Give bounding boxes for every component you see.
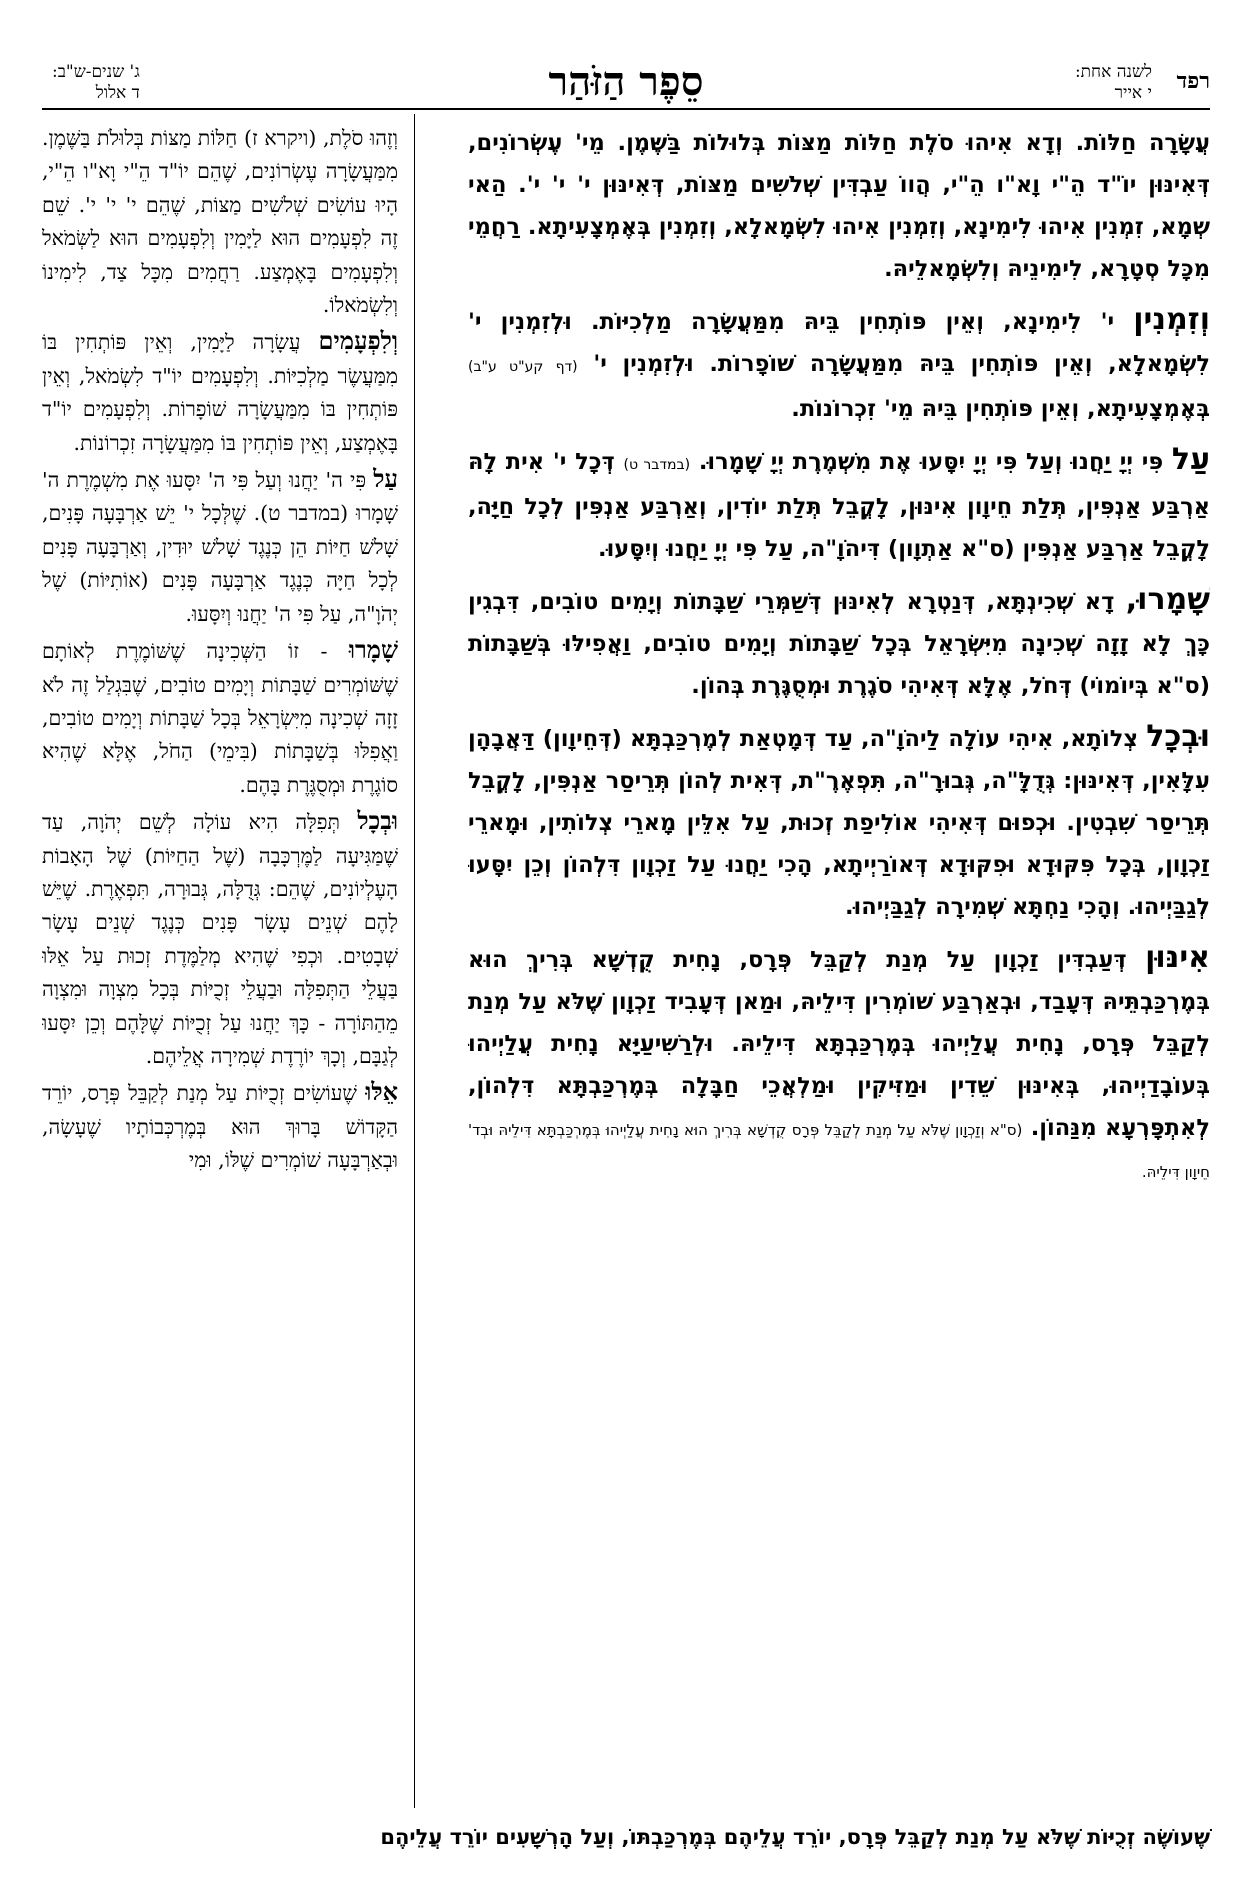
side-paragraph-2	[42, 324, 398, 460]
side-s3-text: פִּי ה' יַחֲנוּ וְעַל פִּי ה' יִסָּעוּ אֶת מִשְׁמֶרֶת ה' שָׁמָרוּ (במדבר ט). שֶׁלְּכָל י' יֵשׁ אַרְבָּעָה פָּנִים, שָׁלשׁ חַיּוֹת הֵן כְּנֶגֶד שָׁלשׁ יוּדִין, וְאַרְבָּעָה פָּנִים לְכָל חַיָּה כְּנֶגֶד אַרְבָּעָה פָּנִים (אוֹתִיּוֹת) שֶׁל יְהֹוָ"ה, עַל פִּי ה' יַחֲנוּ וְיִסָּעוּ.	[42, 468, 398, 626]
main-paragraph-5	[468, 716, 1210, 928]
side-paragraph-6	[42, 1075, 398, 1177]
column-divider	[414, 114, 415, 1808]
page-header	[42, 58, 1210, 108]
main-column	[468, 122, 1210, 1807]
side-s4-text: - זוֹ הַשְּׁכִינָה שֶׁשּׁוֹמֶרֶת לְאוֹתָם שֶׁשּׁוֹמְרִים שַׁבָּתוֹת וְיָמִים טוֹבִים, שֶׁבִּגְלַל זֶה לֹא זָזָה שְׁכִינָה מִיִּשְׂרָאֵל בְּכָל שַׁבָּתוֹת וְיָמִים טוֹבִים, וַאֲפִלּוּ בְּשַׁבָּתוֹת (בִּימֵי) הַחֹל, אֶלָּא שֶׁהִיא סוֹגֶרֶת וּמְסֻגֶּרֶת בָּהֶם.	[42, 639, 398, 797]
main-p3-text: פִּי יְיָ יַחֲנוּ וְעַל פִּי יְיָ יִסָּעוּ אֶת מִשְׁמֶרֶת יְיָ שָׁמָרוּ.	[698, 449, 1172, 475]
header-left-info	[52, 62, 140, 104]
main-p6-note: (ס"א וְזַכְוָון שֶׁלֹּא עַל מְנַת לְקַבֵּל פְּרָס קֻדְשָׁא בְּרִיךְ הוּא נָחִית עֲלַיְיהוּ בְּמֶרְכַּבְתָּא דִּילֵיהּ וּבְד' חֵיוָון דִּילֵיהּ.	[468, 1121, 1210, 1181]
page	[42, 58, 1210, 1868]
header-left-line1: ג' שנים-ש"ב:	[52, 62, 140, 82]
main-p3-lead: עַל	[1171, 442, 1210, 477]
page-title: סֵפֶר הַזֹּהַר	[548, 58, 704, 105]
main-paragraph-1	[468, 122, 1210, 290]
side-s2-lead: וְלִפְעָמִים	[318, 326, 398, 356]
main-p2-end: בְּאֶמְצָעִיתָא, וְאֵין פּוֹתְחִין בֵּיהּ מֵי' זִכְרוֹנוֹת.	[791, 396, 1210, 422]
page-number: רפד	[1176, 68, 1210, 94]
main-p4-text: דָא שְׁכִינְתָּא, דְּנַטְרָא לְאִינּוּן דְּשַׁמְּרֵי שַׁבָּתוֹת וְיָמִים טוֹבִים, דִּבְגִין כָּךְ לָא זָזָה שְׁכִינָה מִיִּשְׂרָאֵל בְּכָל שַׁבָּתוֹת וְיָמִים טוֹבִים, וַאֲפִילּוּ בְּשַׁבָּתוֹת (ס"א בְּיוֹמוֹי) דְּחֹל, אֶלָּא דְּאִיהִי סֹגֶרֶת וּמְסֻגֶּרֶת בְּהוֹן.	[468, 589, 1210, 699]
main-p5-lead: וּבְכָל	[1146, 719, 1210, 754]
main-paragraph-3	[468, 439, 1210, 570]
main-paragraph-2	[468, 299, 1210, 430]
side-s3-lead: עַל	[373, 464, 398, 494]
translation-column	[42, 122, 398, 1807]
side-paragraph-4	[42, 633, 398, 802]
side-paragraph-3	[42, 462, 398, 631]
side-s6-text: שֶׁעוֹשִׂים זְכֻיּוֹת עַל מְנַת לְקַבֵּל פְּרָס, יוֹרֵד הַקָּדוֹשׁ בָּרוּךְ הוּא בְּמֶרְכְּבוֹתָיו שֶׁעָשָׂה, וּבְאַרְבָּעָה שׁוֹמְרִים שֶׁלּוֹ, וּמִי	[42, 1081, 398, 1173]
header-divider	[42, 108, 1210, 110]
main-paragraph-6	[468, 937, 1210, 1191]
side-paragraph-1	[42, 122, 398, 322]
header-left-line2: ד אלול	[95, 83, 140, 103]
side-s5-text: תְּפִלָּה הִיא עוֹלָה לְשֵׁם יְהֹוָה, עַד שֶׁמַּגִּיעָה לַמֶּרְכָּבָה (שֶׁל הַחַיּוֹת) שֶׁל הָאָבוֹת הָעֶלְיוֹנִים, שֶׁהֵם: גְּדֻלָּה, גְּבוּרָה, תִּפְאֶרֶת. שֶׁיֵּשׁ לָהֶם שְׁנֵים עָשָׂר פָּנִים כְּנֶגֶד שְׁנֵים עָשָׂר שְׁבָטִים. וּכְפִי שֶׁהִיא מְלַמֶּדֶת זְכוּת עַל אֵלּוּ בַּעֲלֵי הַתְּפִלָּה וּבַעֲלֵי זְכֻיּוֹת בְּכָל מִצְוָה וּמִצְוָה מֵהַתּוֹרָה - כָּךְ יַחֲנוּ עַל זְכֻיּוֹת שֶׁלָּהֶם וְכֵן יִסָּעוּ לְגַבָּם, וְכָךְ יוֹרֶדֶת שְׁמִירָה אֲלֵיהֶם.	[42, 810, 398, 1068]
header-right-line1: לשנה אחת:	[1074, 62, 1152, 82]
main-p5-text: צְלוֹתָא, אִיהִי עוֹלָה לַיהֹוָ"ה, עַד דְּמָטְאַת לְמֶרְכַּבְתָּא (דְּחֵיוָון) דַּאֲבָהָן עִלָּאִין, דְּאִינּוּן: גְּדֻלָּ"ה, גְּבוּרָ"ה, תִּפְאֶרֶ"ת, דְּאִית לְהוֹן תְּרֵיסַר אַנְפִּין, לָקֳבֵל תְּרֵיסַר שִׁבְטִין. וּכְפוּם דְּאִיהִי אוֹלִיפַת זְכוּת, עַל אִלֵּין מָארֵי צְלוֹתִין, וּמָארֵי זַכְוָון, בְּכָל פִּקּוּדָא וּפִקּוּדָא דְּאוֹרַיְיתָא, הָכִי יַחֲנוּ עַל זַכְוָון דִּלְהוֹן וְכֵן יִסָּעוּ לְגַבַּיְיהוּ. וְהָכִי נַחְתָּא שְׁמִירָה לְגַבַּיְיהוּ.	[468, 726, 1210, 920]
main-p6-text: דְּעַבְדִּין זַכְוָון עַל מְנַת לְקַבֵּל פְּרָס, נָחִית קֻדְשָׁא בְּרִיךְ הוּא בְּמֶרְכַּבְתֵּיהּ דְּעָבַד, וּבְאַרְבַּע שׁוֹמְרִין דִּילֵיהּ, וּמַאן דְּעָבִיד זַכְוָון שֶׁלֹּא עַל מְנַת לְקַבֵּל פְּרָס, נָחִית עֲלַיְיהוּ בְּמֶרְכַּבְתָּא דִּילֵיהּ. וּלְרַשִׁיעַיָּא נָחִית עֲלַיְיהוּ בְּעוֹבָדַיְיהוּ, בְּאִינּוּן שֵׁדִין וּמַזִּיקִין וּמַלְאֲכֵי חַבָּלָה בְּמֶרְכַּבְתָּא דִּלְהוֹן, לְאִתְפָּרְעָא מִנַּהוֹן.	[468, 947, 1210, 1141]
main-p4-lead: שָׁמָרוּ,	[1125, 582, 1210, 617]
main-p6-lead: אִינּוּן	[1145, 940, 1210, 975]
side-s1-text: וְזֶהוּ סֹלֶת, (ויקרא ז) חַלּוֹת מַצּוֹת בְּלוּלֹת בַּשֶּׁמֶן. מִמַּעֲשָׂרָה עֶשְׂרוֹנִים, שֶׁהֵם יוֹ"ד הֵ"י וָא"ו הֵ"י, הָיוּ עוֹשִׂים שְׁלשִׁים מַצּוֹת, שֶׁהֵם י' י' י'. שֵׁם זֶה לִפְעָמִים הוּא לַיָּמִין וְלִפְעָמִים הוּא לַשְּׂמֹאל וְלִפְעָמִים בָּאֶמְצַע. רַחֲמִים מִכָּל צַד, לִימִינוֹ וְלִשְׂמֹאלוֹ.	[42, 126, 398, 318]
main-paragraph-4	[468, 579, 1210, 707]
main-p2-ref: (דף קע"ט ע"ב)	[468, 359, 578, 375]
side-s6-lead: אֵלּוּ	[365, 1077, 398, 1107]
main-p2-lead: וְזִמְנִין	[1133, 302, 1210, 337]
main-p3-ref: (במדבר ט)	[623, 457, 691, 473]
side-s5-lead: וּבְכָל	[357, 806, 398, 836]
main-p1-text: עֲשָׂרָה חַלּוֹת. וְדָא אִיהוּ סֹלֶת חַלּוֹת מַצּוֹת בְּלוּלוֹת בַּשֶּׁמֶן. מֵי' עֶשְׂרוֹנִים, דְּאִינּוּן יוֹ"ד הֵ"י וָא"ו הֵ"י, הֲווֹ עַבְדִּין שְׁלשִׁים מַצּוֹת, דְּאִינּוּן י' י' י'. הַאי שְׁמָא, זִמְנִין אִיהוּ לִימִינָא, וְזִמְנִין אִיהוּ לִשְׂמָאלָא, וְזִמְנִין בְּאֶמְצָעִיתָא. רַחֲמֵי מִכָּל סְטָרָא, לִימִינֵיהּ וְלִשְׂמָאלֵיהּ.	[468, 130, 1210, 282]
main-p2-text: י' לִימִינָא, וְאֵין פּוֹתְחִין בֵּיהּ מִמַּעֲשָׂרָה מַלְכִיּוֹת. וּלְזִמְנִין י' לִשְׂמָאלָא, וְאֵין פּוֹתְחִין בֵּיהּ מִמַּעֲשָׂרָה שׁוֹפָרוֹת. וּלְזִמְנִין י'	[468, 309, 1210, 377]
side-s2-text: עֲשָׂרָה לַיָּמִין, וְאֵין פּוֹתְחִין בּוֹ מִמַּעֲשֶׂר מַלְכִיּוֹת. וְלִפְעָמִים יוֹ"ד לִשְׂמֹאל, וְאֵין פּוֹתְחִין בּוֹ מִמַּעֲשָׂרָה שׁוֹפָרוֹת. וְלִפְעָמִים יוֹ"ד בָּאֶמְצַע, וְאֵין פּוֹתְחִין בּוֹ מִמַּעֲשָׂרָה זִכְרוֹנוֹת.	[42, 330, 398, 455]
side-paragraph-5	[42, 804, 398, 1073]
side-s4-lead: שָׁמָרוּ	[348, 635, 398, 665]
main-p3-end: דְּכָל י' אִית לָהּ אַרְבַּע אַנְפִּין, תְּלַת חֵיוָון אִינּוּן, לָקֳבֵל תְּלַת יוֹדִין, וְאַרְבַּע אַנְפִּין לְכָל חַיָּה, לָקֳבֵל אַרְבַּע אַנְפִּין (ס"א אַתְוָון) דִּיהֹוָ"ה, עַל פִּי יְיָ יַחֲנוּ וְיִסָּעוּ.	[468, 449, 1210, 562]
bottom-full-width-line: שֶׁעוֹשֶׂה זְכֻיּוֹת שֶׁלֹּא עַל מְנַת לְקַבֵּל פְּרָס, יוֹרֵד עֲלֵיהֶם בְּמֶרְכַּבְתּוֹ, וְעַל הָרְשָׁעִים יוֹרֵד עֲלֵיהֶם	[380, 1825, 1210, 1849]
header-right-line2: י אייר	[1114, 83, 1152, 103]
